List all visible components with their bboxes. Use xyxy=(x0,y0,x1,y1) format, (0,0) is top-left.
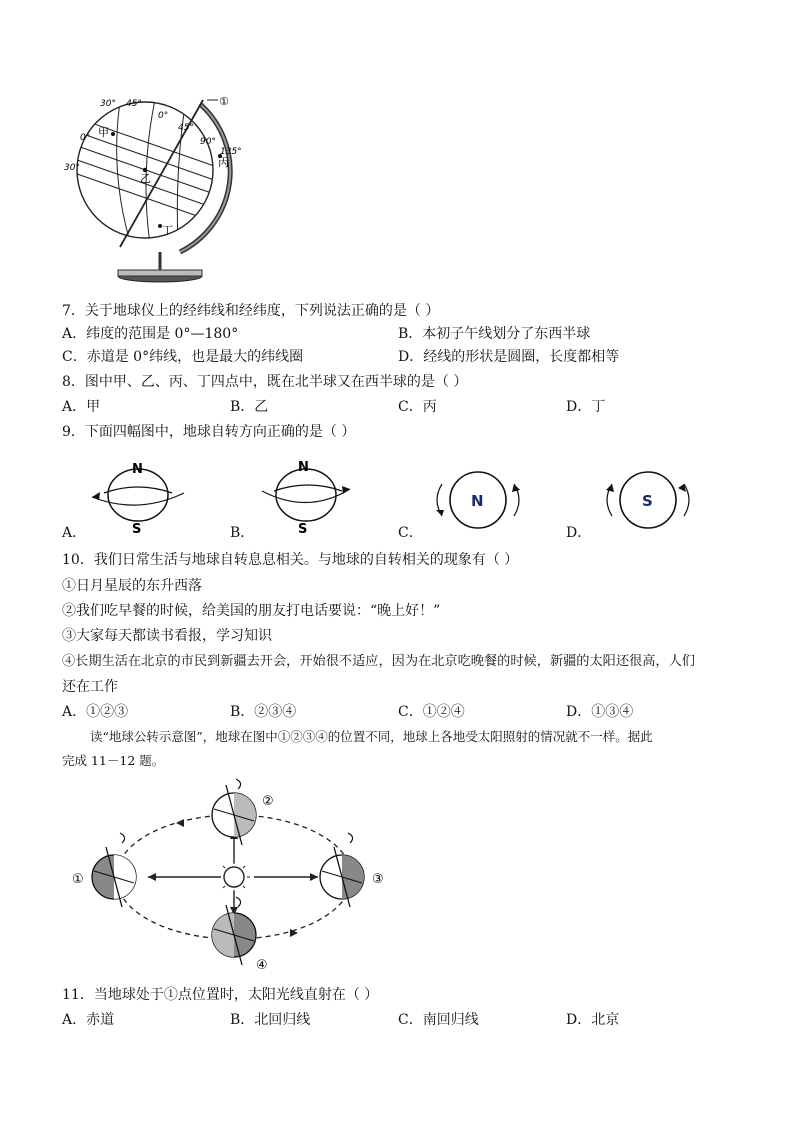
q9-option-a[interactable]: A． xyxy=(62,525,87,541)
q10-item-4: ④长期生活在北京的市民到新疆去开会，开始很不适应，因为在北京吃晚餐的时候，新疆的太阳还很高，人们 xyxy=(62,654,695,669)
lat-30s-label: 30° xyxy=(64,163,80,173)
lon-45a-label: 45° xyxy=(126,99,142,109)
earth-position-3 xyxy=(320,833,384,907)
q11-option-b[interactable]: B．北回归线 xyxy=(230,1012,311,1028)
point-bing-label: 丙 xyxy=(218,156,229,169)
q7-option-b[interactable]: B．本初子午线划分了东西半球 xyxy=(398,326,591,342)
lon-90-label: 90° xyxy=(200,137,216,147)
q10-stem: 10．我们日常生活与地球自转息息相关。与地球的自转相关的现象有（ ） xyxy=(62,552,519,568)
q10-item-4-cont: 还在工作 xyxy=(62,679,118,695)
rotation-figure-a xyxy=(88,455,188,537)
fig-c-n: N xyxy=(471,492,484,510)
fig-b-n: N xyxy=(298,460,309,475)
sun-icon xyxy=(218,861,250,893)
lat-0-label: 0° xyxy=(80,133,91,143)
q9-option-d[interactable]: D． xyxy=(566,525,592,541)
fig-a-s: S xyxy=(132,522,142,537)
earth-position-1 xyxy=(72,833,136,907)
q11-stem: 11．当地球处于①点位置时，太阳光线直射在（ ） xyxy=(62,987,379,1003)
q8-stem: 8．图中甲、乙、丙、丁四点中，既在北半球又在西半球的是（ ） xyxy=(62,374,468,390)
q8-option-a[interactable]: A．甲 xyxy=(62,399,101,415)
fig-b-s: S xyxy=(298,522,308,537)
fig-a-n: N xyxy=(132,462,143,477)
lon-135-label: 135° xyxy=(220,147,242,157)
lat-30n-label: 30° xyxy=(100,99,116,109)
q10-option-c[interactable]: C．①②④ xyxy=(398,704,465,720)
q11-option-d[interactable]: D．北京 xyxy=(566,1012,620,1028)
rotation-figure-c xyxy=(428,470,528,530)
intro-line-2: 完成 11－12 题。 xyxy=(62,753,165,768)
q8-option-d[interactable]: D．丁 xyxy=(566,399,606,415)
q9-option-b[interactable]: B． xyxy=(230,525,255,541)
point-jia-label: 甲 xyxy=(98,126,109,139)
q11-option-a[interactable]: A．赤道 xyxy=(62,1012,115,1028)
q10-option-a[interactable]: A．①②③ xyxy=(62,704,129,720)
orbit-figure xyxy=(66,775,396,975)
q7-option-c[interactable]: C．赤道是 0°纬线，也是最大的纬线圈 xyxy=(62,349,304,365)
rotation-figure-d xyxy=(598,470,698,530)
lon-0-label: 0° xyxy=(158,111,169,121)
earth-position-4 xyxy=(212,897,268,973)
lon-45b-label: 45° xyxy=(178,123,194,133)
q11-option-c[interactable]: C．南回归线 xyxy=(398,1012,479,1028)
orbit-label-2: ② xyxy=(262,794,274,809)
q10-item-2: ②我们吃早餐的时候，给美国的朋友打电话要说：“晚上好！” xyxy=(62,603,441,619)
q10-option-d[interactable]: D．①③④ xyxy=(566,704,634,720)
q7-option-a[interactable]: A．纬度的范围是 0°—180° xyxy=(62,326,239,342)
q9-option-c[interactable]: C． xyxy=(398,525,423,541)
fig-d-s: S xyxy=(642,492,653,510)
q10-option-b[interactable]: B．②③④ xyxy=(230,704,297,720)
q10-item-3: ③大家每天都读书看报，学习知识 xyxy=(62,628,272,644)
q8-option-b[interactable]: B．乙 xyxy=(230,399,269,415)
intro-line-1: 读“地球公转示意图”，地球在图中①②③④的位置不同，地球上各地受太阳照射的情况就不一样。据此 xyxy=(90,729,653,744)
q7-stem: 7．关于地球仪上的经纬线和经纬度，下列说法正确的是（ ） xyxy=(62,303,440,319)
orbit-label-1: ① xyxy=(72,872,84,887)
orbit-label-3: ③ xyxy=(372,872,384,887)
q7-option-d[interactable]: D．经线的形状是圆圈，长度都相等 xyxy=(398,349,620,365)
rotation-figure-b xyxy=(258,455,358,537)
q8-option-c[interactable]: C．丙 xyxy=(398,399,437,415)
orbit-label-4: ④ xyxy=(256,958,268,973)
point-ding-label: 丁 xyxy=(162,224,173,237)
earth-position-2 xyxy=(212,779,274,845)
q9-stem: 9．下面四幅图中，地球自转方向正确的是（ ） xyxy=(62,424,356,440)
globe-marker-label: ① xyxy=(219,95,229,108)
point-yi-label: 乙 xyxy=(140,172,151,185)
globe-figure xyxy=(60,92,260,292)
q10-item-1: ①日月星辰的东升西落 xyxy=(62,578,202,594)
